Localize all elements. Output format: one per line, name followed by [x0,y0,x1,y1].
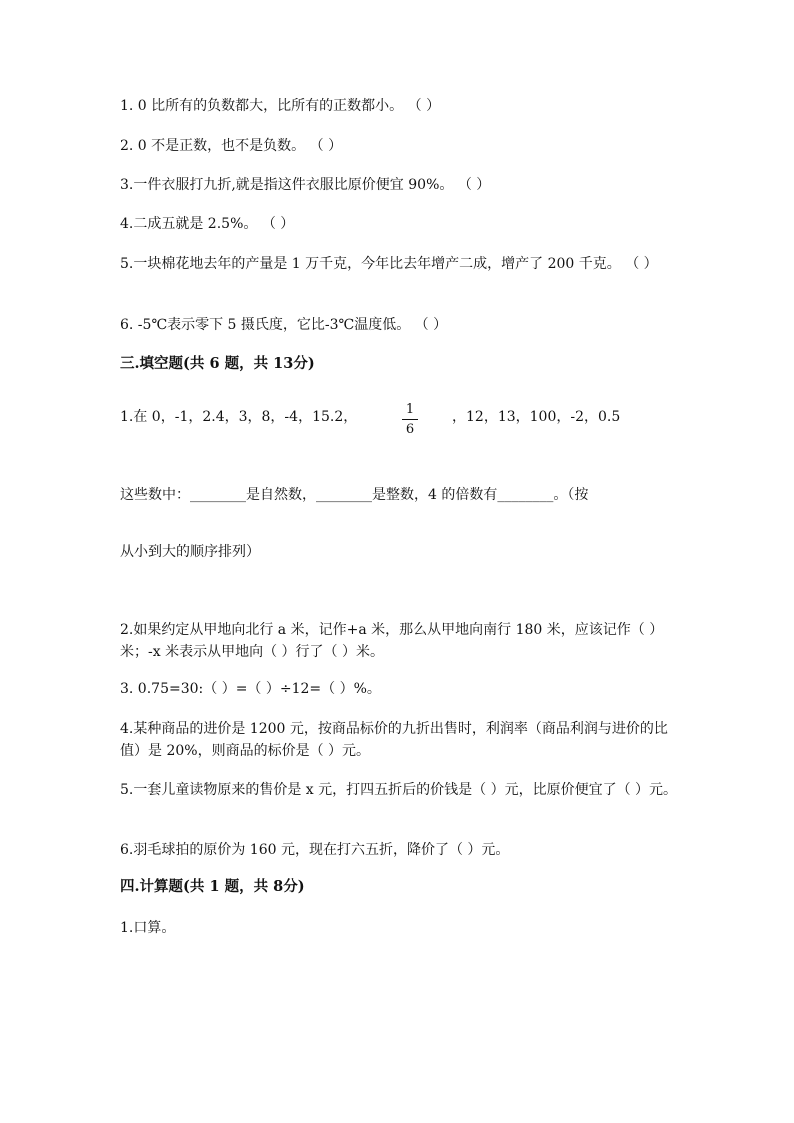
section-heading-calculation: 四.计算题(共 1 题，共 8分) [120,878,305,895]
judge-question-2: 2. 0 不是正数，也不是负数。 （ ） [120,138,343,154]
fraction-numerator: 1 [405,402,415,417]
judge-question-3: 3.一件衣服打九折,就是指这件衣服比原价便宜 90%。 （ ） [120,177,491,193]
fraction-bar [402,419,418,420]
calc-question-1: 1.口算。 [120,920,176,936]
fill-question-6: 6.羽毛球拍的原价为 160 元，现在打六五折，降价了（ ）元。 [120,842,510,858]
judge-question-6: 6. -5℃表示零下 5 摄氏度，它比-3℃温度低。 （ ） [120,317,448,333]
fill-question-1-line1 [120,407,357,427]
fill-question-1-line2: 这些数中：________是自然数，________是整数，4 的倍数有________。（按 [120,487,589,503]
fill-question-3: 3. 0.75=30:（ ）=（ ）÷12=（ ）%。 [120,681,381,697]
judge-question-5: 5.一块棉花地去年的产量是 1 万千克，今年比去年增产二成，增产了 200 千克。 （ ） [120,256,658,272]
judge-question-1: 1. 0 比所有的负数都大，比所有的正数都小。 （ ） [120,98,441,114]
fill-question-2: 2.如果约定从甲地向北行 a 米，记作+a 米，那么从甲地向南行 180 米，应该记作（ ）米；-x 米表示从甲地向（ ）行了（ ）米。 [120,622,664,660]
fill-question-4: 4.某种商品的进价是 1200 元，按商品标价的九折出售时，利润率（商品利润与进价的比值）是 20%，则商品的标价是（ ）元。 [120,721,668,759]
fill-question-1-before: 1.在 0，-1，2.4，3，8，-4，15.2， [120,409,358,425]
fill-question-1-after: ，12，13，100，-2，0.5 [452,409,621,425]
fraction-denominator: 6 [405,422,415,437]
fill-question-1-line3: 从小到大的顺序排列） [120,544,260,560]
fraction-one-sixth [402,402,418,438]
section-heading-fill-in: 三.填空题(共 6 题，共 13分) [120,355,315,372]
fill-question-5: 5.一套儿童读物原来的售价是 x 元，打四五折后的价钱是（ ）元，比原价便宜了（ ）元。 [120,782,678,798]
judge-question-4: 4.二成五就是 2.5%。 （ ） [120,216,295,232]
